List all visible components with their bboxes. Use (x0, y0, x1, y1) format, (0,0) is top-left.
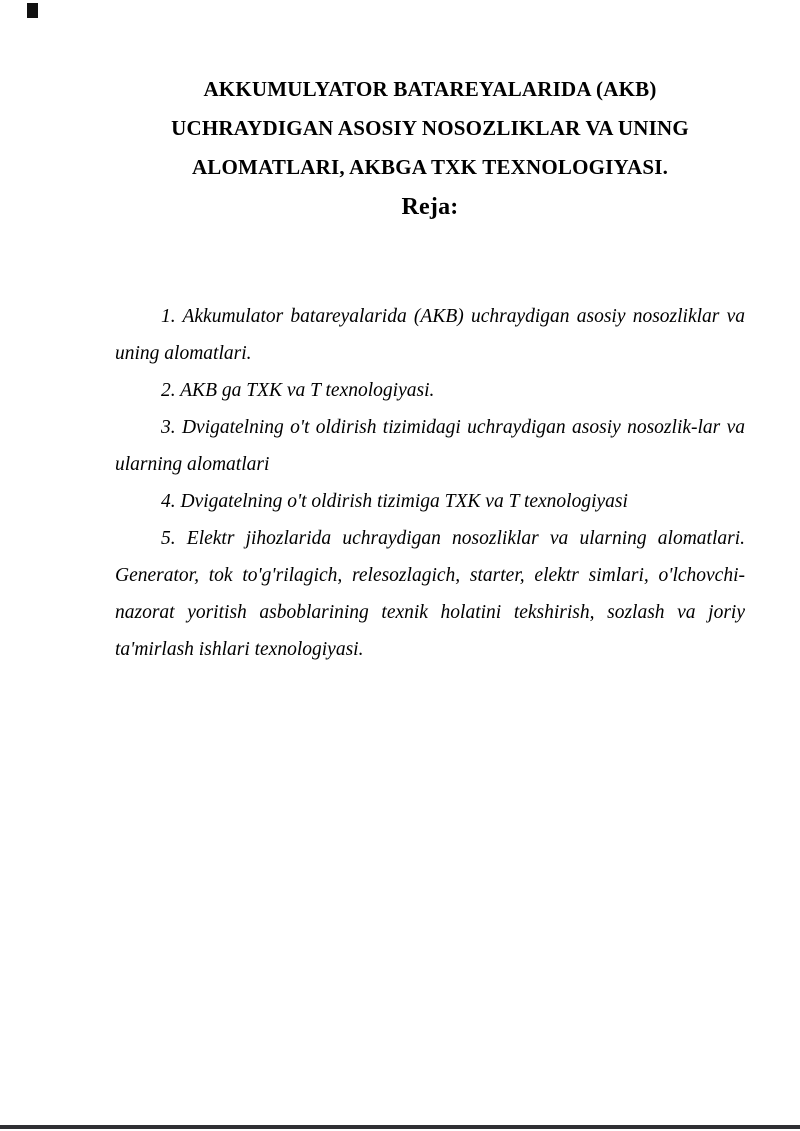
page-bottom-rule (0, 1125, 800, 1129)
title-line-3: ALOMATLARI, AKBGA TXK TEXNOLOGIYASI. (191, 155, 669, 179)
document-content (115, 70, 745, 668)
scan-artifact-mark (27, 3, 38, 18)
paragraph-item-1: 1. Akkumulator batareyalarida (AKB) uchraydigan asosiy nosozliklar va uning alomatlari. (115, 306, 745, 364)
document-subtitle: Reja: (401, 194, 459, 220)
title-line-2: UCHRAYDIGAN ASOSIY NOSOZLIKLAR VA UNING (171, 116, 689, 140)
paragraph-item-2: 2. AKB ga TXK va T texnologiyasi. (161, 380, 435, 401)
document-title (115, 70, 745, 227)
document-body (115, 298, 745, 668)
paragraph-item-4: 4. Dvigatelning o't oldirish tizimiga TXK va T texnologiyasi (161, 491, 628, 512)
paragraph-item-3: 3. Dvigatelning o't oldirish tizimidagi uchraydigan asosiy nosozlik-lar va ularning alomatlari (115, 417, 745, 475)
paragraph-item-5: 5. Elektr jihozlarida uchraydigan nosozliklar va ularning alomatlari. Generator, tok to'g'rilagich, relesozlagich, starter, elektr simlari, o'lchovchi-nazorat yoritish asboblarining texnik holatini tekshirish, sozlash va joriy ta'mirlash ishlari texnologiyasi. (115, 528, 745, 660)
title-line-1: AKKUMULYATOR BATAREYALARIDA (AKB) (203, 77, 657, 101)
